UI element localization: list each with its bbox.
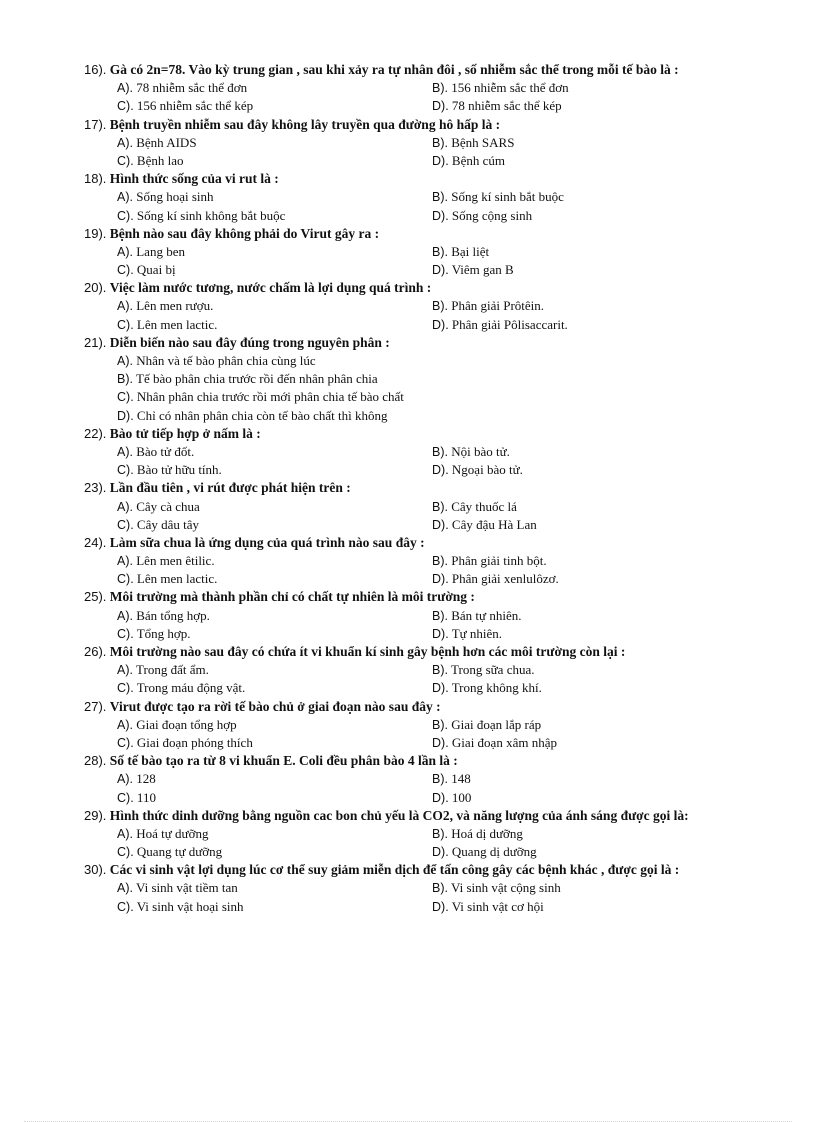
option-letter: D). — [117, 408, 134, 423]
option-row — [84, 498, 784, 516]
option-letter: A). — [117, 444, 133, 459]
question-number: 20). — [84, 280, 107, 296]
answer-option — [117, 661, 209, 679]
option-row — [84, 898, 784, 916]
answer-options — [84, 297, 784, 333]
option-letter: A). — [117, 663, 133, 678]
option-row — [84, 570, 784, 588]
question-27 — [84, 698, 784, 753]
option-text: Tổng hợp. — [136, 625, 191, 641]
answer-options — [84, 770, 784, 806]
question-text: Hình thức sống của vi rut là : — [109, 171, 279, 187]
answer-options — [84, 825, 784, 861]
answer-option — [117, 152, 184, 170]
answer-option — [117, 243, 185, 261]
answer-option — [117, 407, 387, 425]
option-letter: B). — [432, 554, 448, 569]
answer-options — [84, 716, 784, 752]
answer-option — [432, 243, 489, 261]
question-text: Gà có 2n=78. Vào kỳ trung gian , sau khi xảy ra tự nhân đôi , số nhiễm sắc thể trong mỗi tế bào là : — [109, 62, 679, 77]
option-text: Vi sinh vật cơ hội — [451, 898, 544, 914]
answer-option — [432, 207, 532, 225]
question-text: Hình thức dinh dưỡng bằng nguồn cac bon chủ yếu là CO2, và năng lượng của ánh sáng được gọi là: — [109, 807, 689, 823]
question-number: 24). — [84, 534, 107, 550]
question-number: 25). — [84, 589, 107, 605]
option-letter: D). — [432, 153, 449, 168]
option-letter: B). — [432, 444, 448, 459]
question-25 — [84, 588, 784, 643]
question-stem — [84, 534, 784, 552]
answer-options — [84, 243, 784, 279]
answer-option — [432, 188, 564, 206]
option-row — [84, 352, 784, 370]
question-19 — [84, 225, 784, 280]
answer-option — [432, 679, 542, 697]
question-number: 29). — [84, 807, 107, 823]
option-letter: B). — [117, 372, 133, 387]
answer-option — [432, 316, 568, 334]
answer-option — [117, 443, 194, 461]
option-row — [84, 661, 784, 679]
option-letter: B). — [432, 244, 448, 259]
answer-option — [117, 134, 197, 152]
answer-option — [432, 570, 559, 588]
option-letter: A). — [117, 554, 133, 569]
question-stem — [84, 479, 784, 497]
question-28 — [84, 752, 784, 807]
option-row — [84, 825, 784, 843]
option-text: Vi sinh vật hoại sinh — [136, 898, 244, 914]
answer-options — [84, 134, 784, 170]
option-row — [84, 207, 784, 225]
question-text: Các vi sinh vật lợi dụng lúc cơ thể suy giảm miễn dịch để tấn công gây các bệnh khác , được gọi là : — [109, 862, 680, 878]
answer-option — [432, 607, 521, 625]
question-21 — [84, 334, 784, 425]
option-row — [84, 188, 784, 206]
option-row — [84, 843, 784, 861]
option-letter: A). — [117, 354, 133, 368]
option-letter: C). — [117, 99, 134, 114]
option-text: Giai đoạn lắp ráp — [451, 716, 542, 732]
answer-option — [117, 898, 244, 916]
answer-option — [432, 498, 517, 516]
option-text: Sống cộng sinh — [451, 207, 533, 223]
option-text: Bào tử hữu tính. — [136, 462, 222, 478]
option-letter: D). — [432, 572, 449, 587]
answer-option — [117, 461, 222, 479]
option-row — [84, 552, 784, 570]
option-row — [84, 134, 784, 152]
option-text: 78 nhiễm sắc thể đơn — [136, 80, 248, 96]
option-text: Nhân phân chia trước rồi mới phân chia tế bào chất — [136, 389, 404, 405]
option-text: Vi sinh vật tiềm tan — [136, 880, 238, 896]
option-text: Giai đoạn phóng thích — [136, 734, 253, 750]
option-text: Hoá dị dưỡng — [451, 825, 523, 841]
answer-option — [432, 152, 505, 170]
option-letter: D). — [432, 681, 449, 696]
option-letter: A). — [117, 81, 133, 96]
option-row — [84, 79, 784, 97]
answer-options — [84, 498, 784, 534]
question-17 — [84, 116, 784, 171]
option-text: Bệnh AIDS — [136, 134, 197, 150]
answer-options — [84, 607, 784, 643]
option-text: 156 nhiễm sắc thể đơn — [451, 80, 569, 96]
option-letter: C). — [117, 899, 134, 914]
option-letter: A). — [117, 135, 133, 150]
answer-option — [432, 843, 537, 861]
option-letter: A). — [117, 499, 133, 514]
option-text: 100 — [451, 789, 472, 805]
answer-option — [432, 297, 544, 315]
answer-option — [117, 570, 217, 588]
answer-option — [432, 516, 537, 534]
answer-option — [117, 879, 238, 897]
option-text: Bại liệt — [451, 243, 490, 259]
option-letter: D). — [432, 845, 449, 860]
option-letter: C). — [117, 681, 134, 696]
option-letter: C). — [117, 735, 134, 750]
answer-options — [84, 443, 784, 479]
option-letter: C). — [117, 153, 134, 168]
option-letter: A). — [117, 826, 133, 841]
question-number: 28). — [84, 753, 107, 769]
option-letter: D). — [432, 517, 449, 532]
question-23 — [84, 479, 784, 534]
option-row — [84, 407, 784, 425]
question-stem — [84, 643, 784, 661]
option-letter: A). — [117, 881, 133, 896]
option-letter: B). — [432, 499, 448, 514]
option-row — [84, 679, 784, 697]
question-number: 27). — [84, 698, 107, 714]
question-30 — [84, 861, 784, 916]
option-letter: B). — [432, 135, 448, 150]
option-row — [84, 297, 784, 315]
option-letter: D). — [432, 99, 449, 114]
option-text: Lên men lactic. — [136, 316, 218, 332]
question-number: 19). — [84, 225, 107, 241]
answer-options — [84, 552, 784, 588]
option-letter: A). — [117, 717, 133, 732]
option-text: Quang tự dưỡng — [136, 844, 223, 860]
option-text: Lang ben — [136, 243, 185, 259]
option-text: Phân giải xenlulôzơ. — [451, 571, 559, 587]
question-text: Môi trường nào sau đây có chứa ít vi khuẩn kí sinh gây bệnh hơn các môi trường còn lại : — [109, 644, 626, 659]
option-text: Trong đất ẩm. — [136, 662, 209, 678]
option-text: 128 — [136, 771, 156, 787]
answer-option — [432, 825, 523, 843]
option-row — [84, 879, 784, 897]
question-text: Virut được tạo ra rời tế bào chủ ở giai đoạn nào sau đây : — [109, 698, 441, 714]
question-number: 23). — [84, 480, 107, 496]
option-text: Nội bào tử. — [451, 443, 510, 459]
answer-option — [117, 388, 404, 406]
question-stem — [84, 807, 784, 825]
option-text: Sống kí sinh bắt buộc — [451, 189, 564, 205]
option-letter: B). — [432, 826, 448, 841]
question-22 — [84, 425, 784, 480]
option-letter: A). — [117, 299, 133, 314]
question-stem — [84, 116, 784, 134]
answer-option — [432, 625, 502, 643]
option-text: Bệnh cúm — [451, 152, 505, 168]
answer-option — [117, 79, 247, 97]
question-text: Bệnh nào sau đây không phải do Virut gây ra : — [109, 225, 380, 241]
answer-option — [117, 352, 316, 370]
question-number: 17). — [84, 116, 107, 132]
option-letter: D). — [432, 463, 449, 478]
question-29 — [84, 807, 784, 862]
option-letter: C). — [117, 390, 134, 405]
option-text: Lên men rượu. — [136, 298, 214, 314]
question-text: Diễn biến nào sau đây đúng trong nguyên phân : — [109, 334, 390, 350]
answer-option — [432, 734, 557, 752]
option-text: Cây dâu tây — [136, 516, 200, 532]
option-text: Lên men êtilic. — [136, 553, 215, 569]
option-row — [84, 97, 784, 115]
question-stem — [84, 225, 784, 243]
option-text: Tự nhiên. — [451, 625, 503, 641]
option-text: Vi sinh vật cộng sinh — [451, 880, 561, 896]
option-text: Sống kí sinh không bắt buộc — [136, 207, 286, 223]
question-text: Bệnh truyền nhiễm sau đây không lây truyền qua đường hô hấp là : — [109, 116, 501, 132]
option-row — [84, 625, 784, 643]
question-text: Làm sữa chua là ứng dụng của quá trình nào sau đây : — [109, 534, 425, 550]
option-text: Nhân và tế bào phân chia cùng lúc — [136, 353, 316, 368]
answer-option — [117, 552, 215, 570]
question-stem — [84, 425, 784, 443]
answer-option — [432, 879, 561, 897]
answer-option — [432, 261, 514, 279]
answer-option — [117, 625, 191, 643]
option-text: Quang dị dưỡng — [451, 844, 537, 860]
question-stem — [84, 861, 784, 879]
answer-option — [117, 261, 176, 279]
question-stem — [84, 752, 784, 770]
question-number: 22). — [84, 425, 107, 441]
answer-option — [117, 207, 285, 225]
answer-option — [117, 825, 208, 843]
option-row — [84, 607, 784, 625]
option-text: Quai bị — [136, 262, 176, 278]
option-letter: B). — [432, 663, 448, 678]
answer-option — [432, 461, 523, 479]
option-letter: B). — [432, 190, 448, 205]
option-row — [84, 370, 784, 388]
option-row — [84, 716, 784, 734]
option-text: Trong máu động vật. — [136, 680, 246, 696]
option-letter: B). — [432, 81, 448, 96]
answer-option — [432, 789, 471, 807]
answer-option — [117, 297, 213, 315]
answer-option — [117, 734, 253, 752]
option-text: Giai đoạn tổng hợp — [136, 716, 237, 732]
answer-option — [117, 498, 200, 516]
question-list — [84, 61, 784, 916]
question-text: Lần đầu tiên , vi rút được phát hiện trên : — [109, 480, 351, 496]
answer-option — [117, 188, 214, 206]
option-row — [84, 461, 784, 479]
option-letter: C). — [117, 463, 134, 478]
option-text: Cây cà chua — [136, 498, 200, 514]
option-letter: C). — [117, 208, 134, 223]
option-letter: D). — [432, 899, 449, 914]
option-letter: B). — [432, 772, 448, 787]
question-stem — [84, 61, 784, 79]
option-letter: B). — [432, 717, 448, 732]
answer-options — [84, 661, 784, 697]
question-text: Số tế bào tạo ra từ 8 vi khuẩn E. Coli đều phân bào 4 lần là : — [109, 753, 458, 769]
option-letter: A). — [117, 772, 133, 787]
option-letter: C). — [117, 517, 134, 532]
option-text: 148 — [451, 771, 471, 787]
option-text: Hoá tự dưỡng — [136, 825, 209, 841]
option-row — [84, 152, 784, 170]
option-text: Bán tổng hợp. — [136, 607, 210, 623]
option-letter: D). — [432, 317, 449, 332]
answer-options — [84, 79, 784, 115]
question-text: Môi trường mà thành phần chỉ có chất tự nhiên là môi trường : — [109, 589, 475, 605]
option-letter: A). — [117, 190, 133, 205]
answer-option — [117, 679, 245, 697]
option-letter: C). — [117, 263, 134, 278]
option-row — [84, 388, 784, 406]
answer-option — [432, 552, 547, 570]
option-letter: D). — [432, 790, 449, 805]
question-number: 21). — [84, 334, 107, 350]
answer-option — [117, 770, 156, 788]
option-text: 110 — [136, 789, 156, 805]
answer-option — [117, 789, 156, 807]
option-text: Bệnh SARS — [451, 134, 515, 150]
answer-options — [84, 352, 784, 425]
option-text: Sống hoại sinh — [136, 189, 214, 205]
option-letter: C). — [117, 317, 134, 332]
answer-option — [432, 661, 534, 679]
option-text: Phân giải Prôtêin. — [451, 298, 545, 314]
answer-option — [432, 79, 569, 97]
option-row — [84, 243, 784, 261]
option-row — [84, 734, 784, 752]
answer-option — [117, 97, 253, 115]
option-text: Ngoại bào tử. — [451, 462, 523, 478]
question-stem — [84, 170, 784, 188]
option-letter: D). — [432, 208, 449, 223]
option-text: Chỉ có nhân phân chia còn tế bào chất thì không — [136, 407, 388, 423]
question-24 — [84, 534, 784, 589]
question-20 — [84, 279, 784, 334]
question-16 — [84, 61, 784, 116]
answer-options — [84, 879, 784, 915]
option-letter: D). — [432, 626, 449, 641]
option-letter: A). — [117, 608, 133, 623]
option-text: Tế bào phân chia trước rồi đến nhân phân chia — [136, 371, 378, 387]
answer-option — [432, 716, 541, 734]
option-letter: C). — [117, 845, 134, 860]
option-letter: D). — [432, 735, 449, 750]
option-letter: B). — [432, 299, 448, 314]
option-row — [84, 443, 784, 461]
answer-option — [117, 316, 217, 334]
answer-option — [432, 443, 510, 461]
answer-option — [117, 607, 210, 625]
option-text: 78 nhiễm sắc thể kép — [451, 98, 562, 114]
question-18 — [84, 170, 784, 225]
question-stem — [84, 334, 784, 352]
option-letter: C). — [117, 790, 134, 805]
option-letter: D). — [432, 263, 449, 278]
option-text: Cây thuốc lá — [451, 498, 517, 514]
answer-option — [117, 716, 237, 734]
option-text: Lên men lactic. — [136, 571, 218, 587]
option-text: Bệnh lao — [136, 152, 184, 168]
option-row — [84, 316, 784, 334]
option-text: Phân giải tinh bột. — [451, 553, 547, 569]
option-text: Viêm gan B — [451, 262, 514, 278]
option-text: Bào tử đốt. — [136, 443, 195, 459]
answer-option — [432, 97, 562, 115]
question-stem — [84, 588, 784, 606]
option-text: Trong không khí. — [451, 680, 542, 696]
question-26 — [84, 643, 784, 698]
answer-option — [117, 516, 199, 534]
option-letter: B). — [432, 608, 448, 623]
question-stem — [84, 698, 784, 716]
question-stem — [84, 279, 784, 297]
question-text: Việc làm nước tương, nước chấm là lợi dụng quá trình : — [109, 280, 432, 296]
question-number: 30). — [84, 862, 107, 878]
option-text: Phân giải Pôlisaccarit. — [451, 316, 568, 332]
option-row — [84, 789, 784, 807]
answer-option — [432, 898, 544, 916]
option-text: Bán tự nhiên. — [451, 607, 522, 623]
option-text: Trong sữa chua. — [451, 662, 535, 678]
answer-option — [432, 770, 471, 788]
answer-options — [84, 188, 784, 224]
option-letter: C). — [117, 626, 134, 641]
option-row — [84, 516, 784, 534]
answer-option — [117, 843, 222, 861]
question-number: 18). — [84, 171, 107, 187]
question-number: 16). — [84, 62, 107, 77]
option-row — [84, 261, 784, 279]
option-text: Cây đậu Hà Lan — [451, 516, 537, 532]
page-bottom-divider — [24, 1121, 792, 1122]
option-letter: B). — [432, 881, 448, 896]
option-text: 156 nhiễm sắc thể kép — [136, 98, 254, 114]
question-text: Bào tử tiếp hợp ở nấm là : — [109, 425, 261, 441]
question-number: 26). — [84, 644, 107, 659]
option-text: Giai đoạn xâm nhập — [451, 734, 557, 750]
answer-option — [432, 134, 514, 152]
answer-option — [117, 370, 378, 388]
option-row — [84, 770, 784, 788]
option-letter: C). — [117, 572, 134, 587]
option-letter: A). — [117, 244, 133, 259]
